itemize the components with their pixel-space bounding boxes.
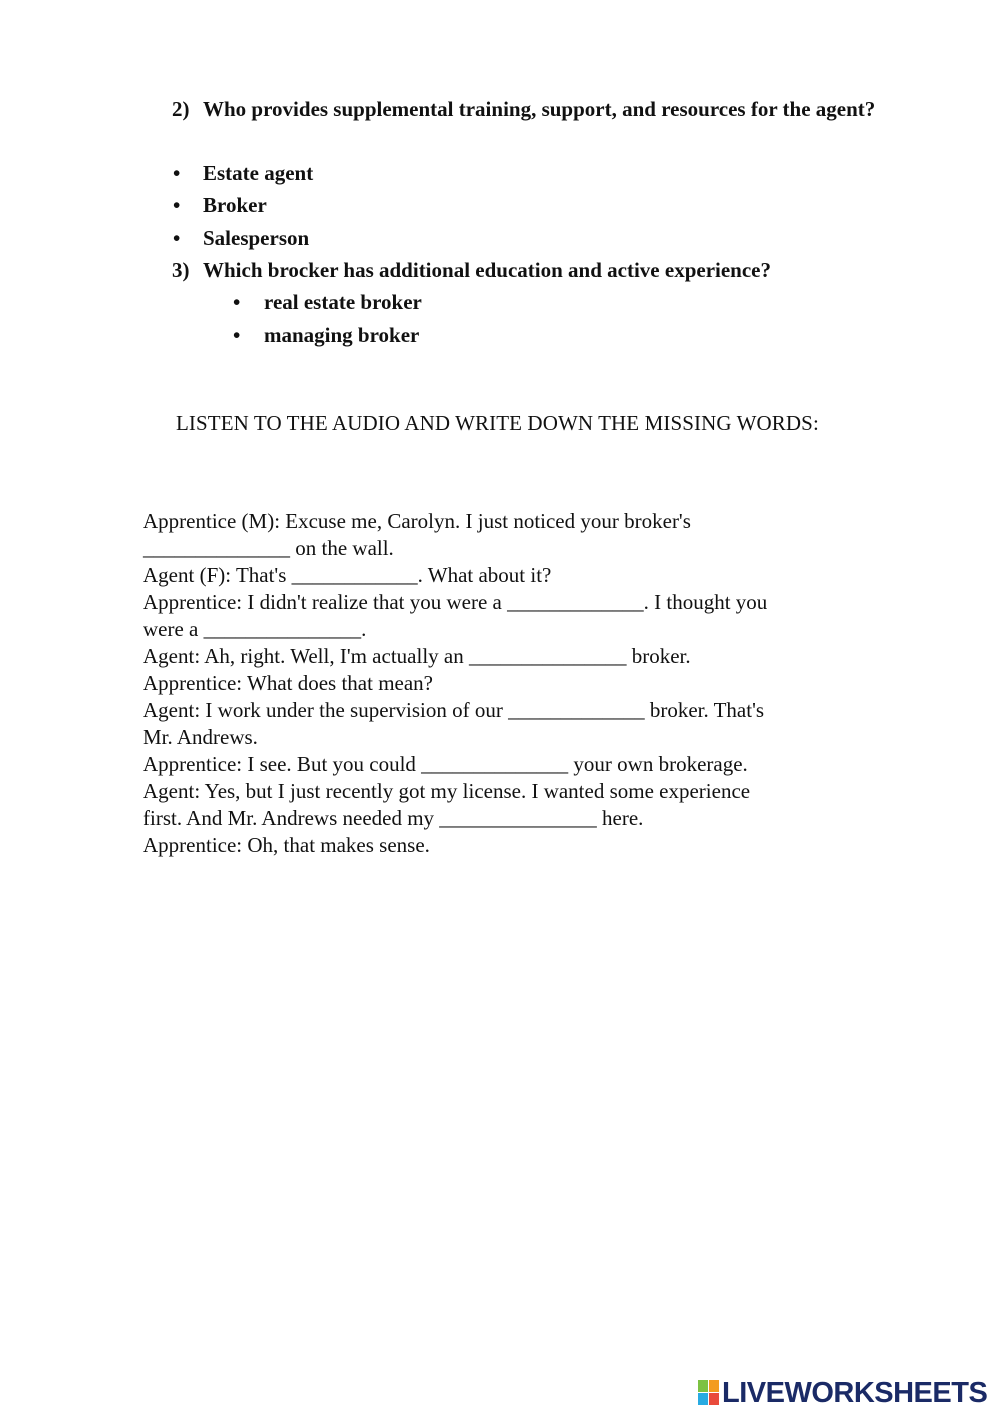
dialogue-line: Agent: I work under the supervision of our _____________ broker. That's	[143, 698, 765, 722]
listening-instruction: LISTEN TO THE AUDIO AND WRITE DOWN THE MISSING WORDS:	[176, 411, 819, 435]
dialogue-line: Apprentice: Oh, that makes sense.	[143, 833, 430, 857]
q2-option-salesperson	[173, 222, 309, 254]
dialogue-line: Apprentice (M): Excuse me, Carolyn. I just noticed your broker's	[143, 509, 691, 533]
bullet-icon: •	[173, 161, 181, 185]
question-2-number: 2)	[172, 97, 190, 121]
option-label: real estate broker	[264, 290, 422, 314]
question-3-number: 3)	[172, 258, 190, 282]
liveworksheets-logo-text: LIVEWORKSHEETS	[722, 1376, 988, 1409]
dialogue-transcript	[143, 508, 863, 859]
question-2	[172, 93, 893, 125]
dialogue-line: Apprentice: I see. But you could ______________ your own brokerage.	[143, 752, 748, 776]
dialogue-line: first. And Mr. Andrews needed my _______________ here.	[143, 806, 644, 830]
dialogue-line: Apprentice: I didn't realize that you were a _____________. I thought you	[143, 590, 768, 614]
option-label: Estate agent	[203, 161, 314, 185]
bullet-icon: •	[173, 193, 181, 217]
dialogue-line: Agent (F): That's ____________. What about it?	[143, 563, 552, 587]
question-2-text: Who provides supplemental training, support, and resources for the agent?	[203, 97, 876, 121]
dialogue-line: Mr. Andrews.	[143, 725, 258, 749]
dialogue-line: Agent: Yes, but I just recently got my license. I wanted some experience	[143, 779, 751, 803]
question-3-text: Which brocker has additional education and active experience?	[203, 258, 771, 282]
option-label: Salesperson	[203, 226, 310, 250]
q2-option-broker	[173, 189, 267, 221]
q2-option-estate-agent	[173, 157, 313, 189]
q3-option-managing-broker	[233, 319, 419, 351]
bullet-icon: •	[233, 290, 241, 314]
dialogue-line: were a _______________.	[143, 617, 367, 641]
option-label: managing broker	[264, 323, 420, 347]
question-3	[172, 254, 893, 286]
dialogue-line: Agent: Ah, right. Well, I'm actually an _______________ broker.	[143, 644, 691, 668]
liveworksheets-logo	[698, 1378, 987, 1408]
bullet-icon: •	[233, 323, 241, 347]
option-label: Broker	[203, 193, 267, 217]
bullet-icon: •	[173, 226, 181, 250]
dialogue-line: Apprentice: What does that mean?	[143, 671, 434, 695]
dialogue-line: ______________ on the wall.	[143, 536, 394, 560]
liveworksheets-logo-icon	[698, 1380, 720, 1406]
q3-option-real-estate-broker	[233, 286, 422, 318]
